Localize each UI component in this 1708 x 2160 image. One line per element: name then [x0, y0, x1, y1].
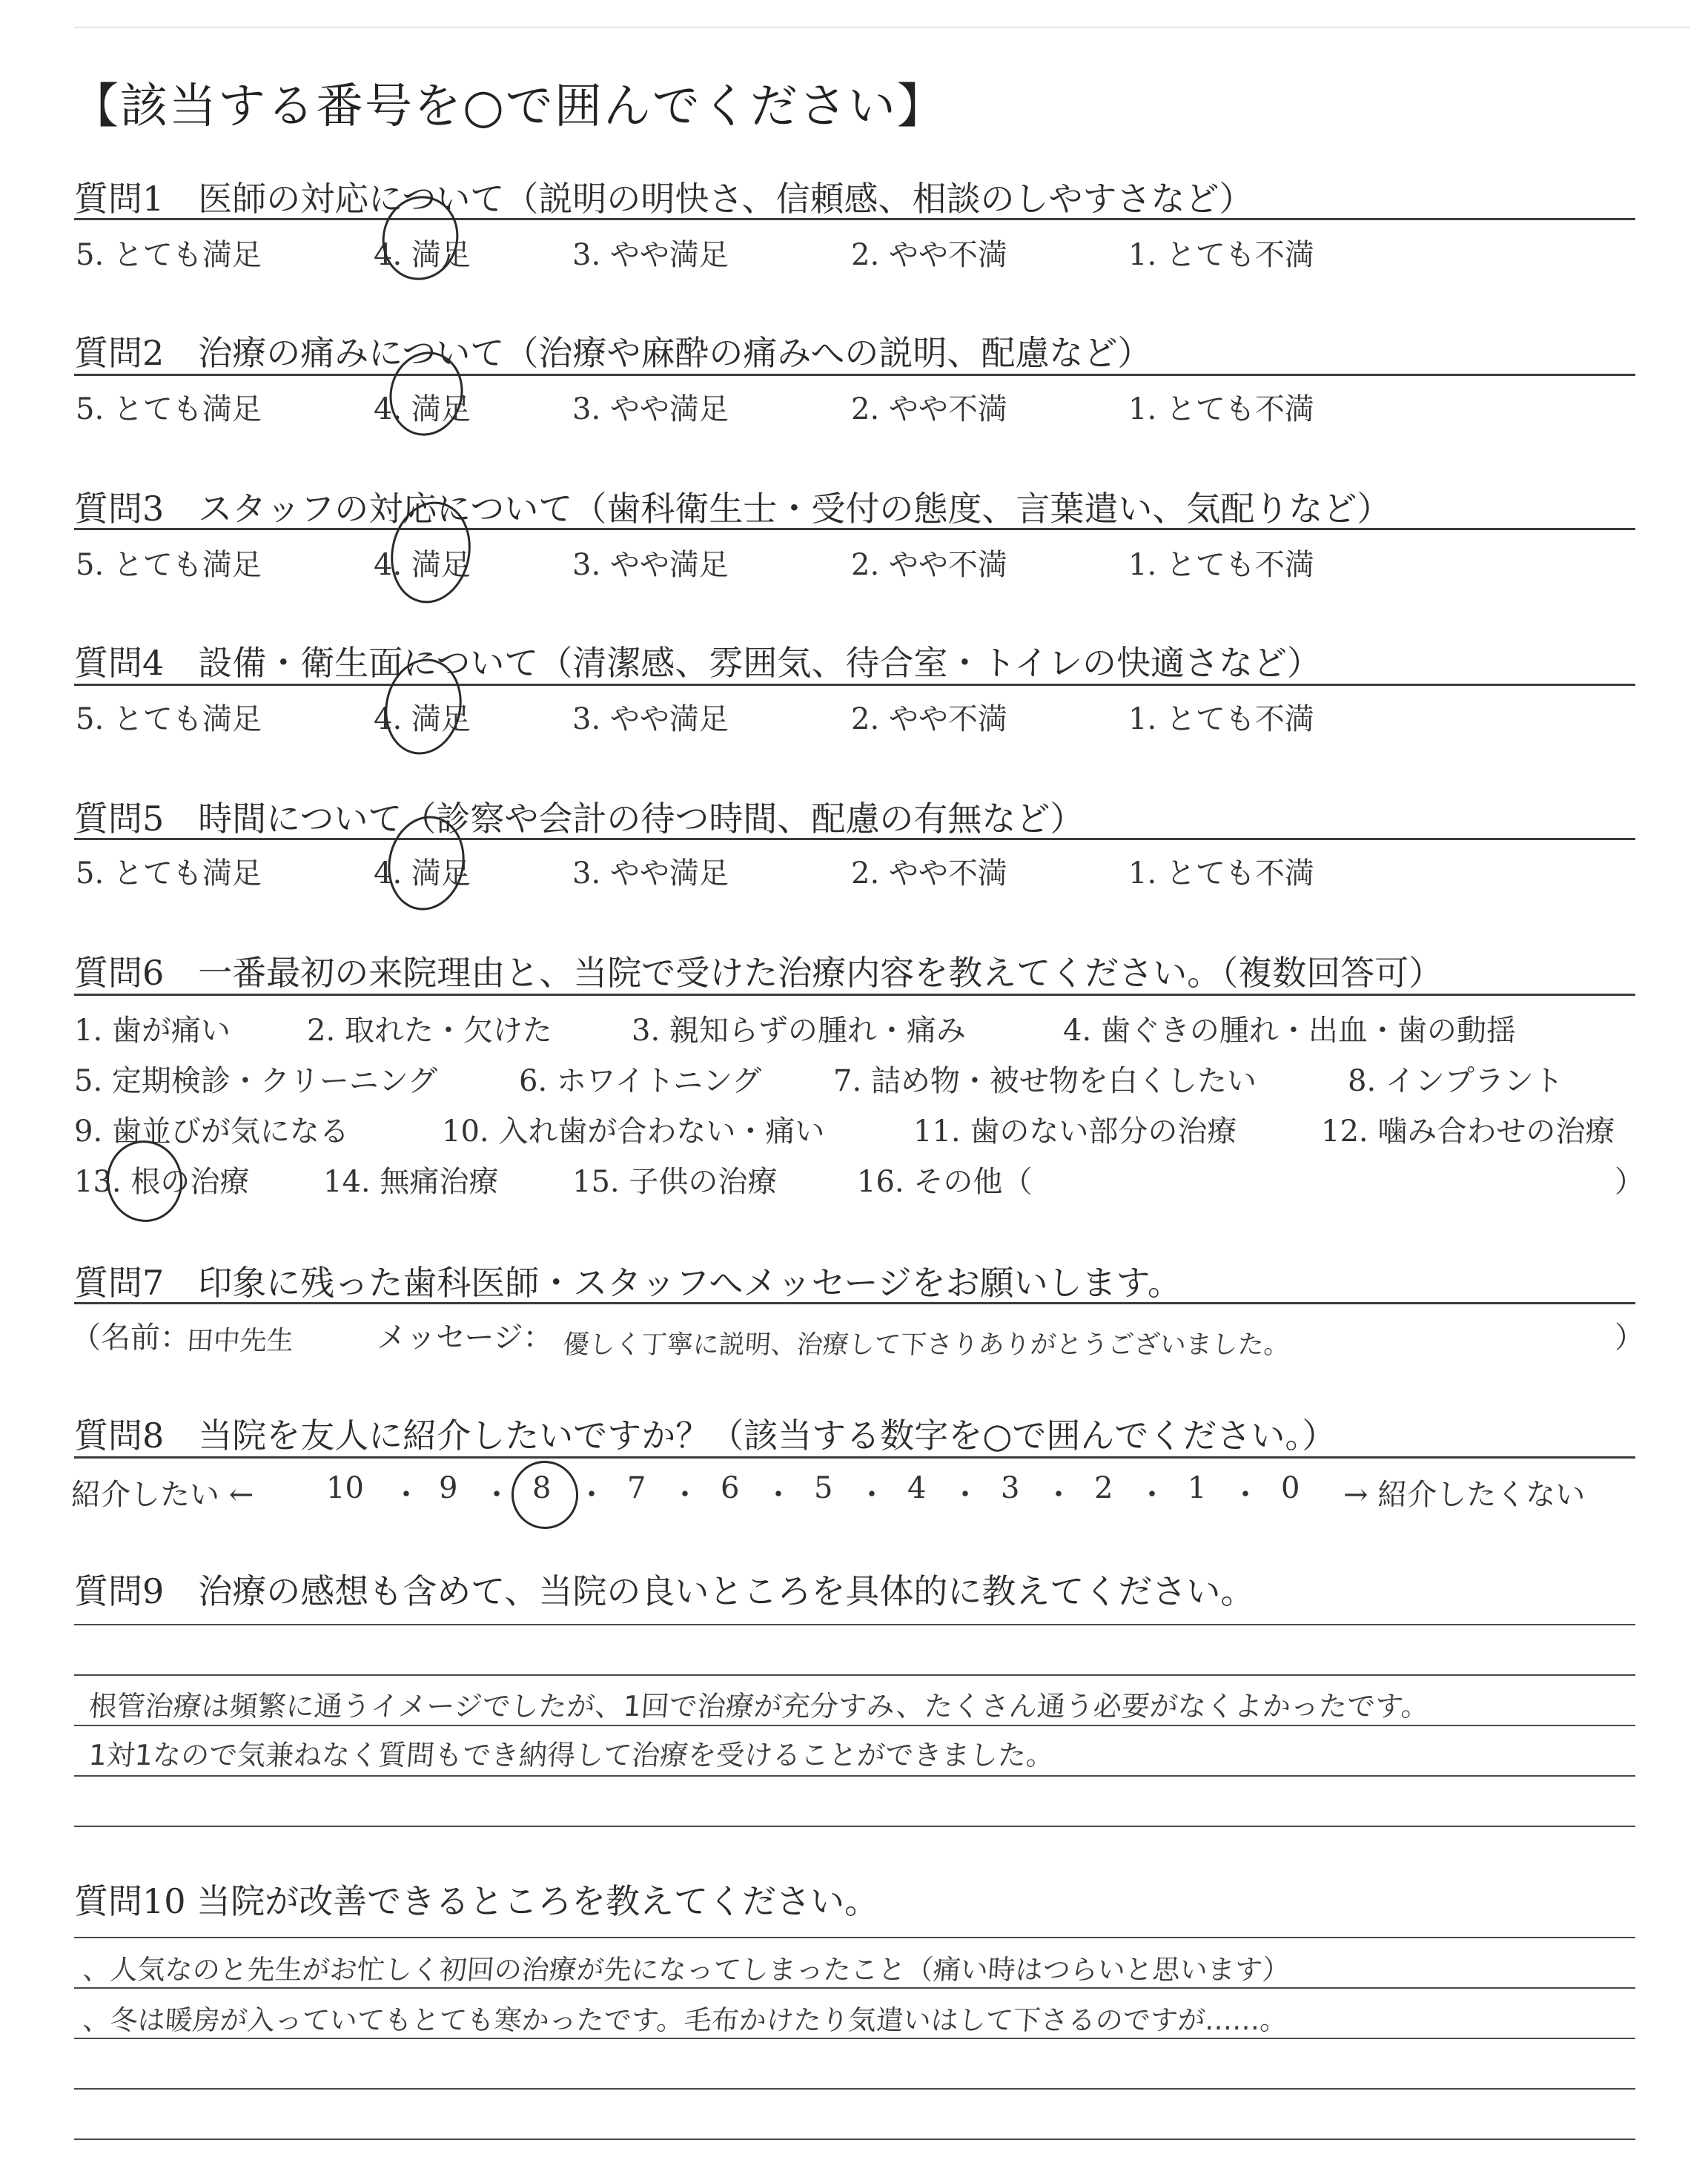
q2-option-3[interactable]: 3. やや満足 [572, 392, 729, 426]
scan-top-edge [74, 27, 1690, 28]
q6-option-8[interactable]: 8. インプラント [1348, 1064, 1563, 1098]
q1-option-5[interactable]: 5. とても満足 [76, 238, 262, 272]
q6-option-6[interactable]: 6. ホワイトニング [519, 1064, 762, 1098]
q8-scale-dot: ・ [482, 1478, 512, 1512]
q8-scale-8[interactable]: 8 [532, 1471, 552, 1505]
q4-option-5[interactable]: 5. とても満足 [76, 702, 262, 736]
q8-scale-dot: ・ [670, 1478, 700, 1512]
q10-answer-line [74, 2138, 1635, 2140]
q8-scale-dot: ・ [577, 1478, 606, 1512]
q6-option-3[interactable]: 3. 親知らずの腫れ・痛み [632, 1014, 966, 1048]
q2-option-5[interactable]: 5. とても満足 [76, 392, 262, 426]
question-8-rule [74, 1456, 1635, 1459]
question-1-title: 質問1 医師の対応について（説明の明快さ、信頼感、相談のしやすさなど） [74, 179, 1254, 219]
question-5-title: 質問5 時間について（診察や会計の待つ時間、配慮の有無など） [74, 799, 1085, 839]
question-6-rule [74, 994, 1635, 996]
q10-answer-line [74, 1987, 1635, 1989]
q1-option-2[interactable]: 2. やや不満 [851, 238, 1007, 272]
q4-option-1[interactable]: 1. とても不満 [1128, 702, 1314, 736]
q8-scale-dot: ・ [857, 1478, 887, 1512]
q8-scale-dot: ・ [950, 1478, 980, 1512]
q8-scale-dot: ・ [391, 1478, 421, 1512]
q8-scale-5[interactable]: 5 [814, 1471, 833, 1505]
q3-option-3[interactable]: 3. やや満足 [572, 548, 729, 582]
q8-scale-dot: ・ [1231, 1478, 1260, 1512]
q8-scale-4[interactable]: 4 [907, 1471, 927, 1505]
q6-option-5[interactable]: 5. 定期検診・クリーニング [74, 1064, 438, 1098]
q6-option-16[interactable]: 16. その他（ [857, 1165, 1033, 1199]
q9-answer-line [74, 1624, 1635, 1625]
q10-answer-line-1[interactable]: 、人気なのと先生がお忙しく初回の治療が先になってしまったこと（痛い時はつらいと思います） [82, 1954, 1291, 1986]
q3-option-2[interactable]: 2. やや不満 [851, 548, 1007, 582]
q8-scale-dot: ・ [1044, 1478, 1073, 1512]
q3-option-4[interactable]: 4. 満足 [374, 548, 471, 582]
q8-scale-9[interactable]: 9 [439, 1471, 458, 1505]
q9-answer-line [74, 1725, 1635, 1726]
q8-scale-10[interactable]: 10 [326, 1471, 364, 1505]
q8-scale-7[interactable]: 7 [627, 1471, 646, 1505]
q9-answer-line [74, 1674, 1635, 1676]
question-6-title: 質問6 一番最初の来院理由と、当院で受けた治療内容を教えてください。（複数回答可） [74, 953, 1443, 993]
q9-answer-line-2[interactable]: 1対1なので気兼ねなく質問もでき納得して治療を受けることができました。 [87, 1739, 1056, 1771]
q10-answer-line [74, 2038, 1635, 2039]
q7-name-value[interactable]: 田中先生 [185, 1326, 295, 1356]
question-7-rule [74, 1302, 1635, 1304]
q6-option-13[interactable]: 13. 根の治療 [74, 1165, 250, 1199]
q6-option-4[interactable]: 4. 歯ぐきの腫れ・出血・歯の動揺 [1063, 1014, 1516, 1048]
q1-option-4[interactable]: 4. 満足 [374, 238, 471, 272]
q8-scale-0[interactable]: 0 [1281, 1471, 1300, 1505]
q8-scale-dot: ・ [764, 1478, 793, 1512]
form-header: 【該当する番号を○で囲んでください】 [71, 79, 946, 134]
question-3-rule [74, 528, 1635, 530]
q6-option-11[interactable]: 11. 歯のない部分の治療 [913, 1114, 1237, 1149]
question-7-title: 質問7 印象に残った歯科医師・スタッフへメッセージをお願いします。 [74, 1263, 1182, 1303]
q7-name-label: （名前： [71, 1321, 190, 1355]
q8-left-label: 紹介したい ← [71, 1478, 254, 1512]
q6-option-12[interactable]: 12. 噛み合わせの治療 [1321, 1114, 1615, 1149]
q5-option-2[interactable]: 2. やや不満 [851, 856, 1007, 891]
question-2-rule [74, 374, 1635, 376]
q6-option-10[interactable]: 10. 入れ歯が合わない・痛い [442, 1114, 825, 1149]
question-10-title: 質問10 当院が改善できるところを教えてください。 [74, 1881, 879, 1921]
q8-scale-3[interactable]: 3 [1001, 1471, 1020, 1505]
question-4-rule [74, 684, 1635, 686]
q6-other-close-paren: ） [1615, 1165, 1644, 1199]
q5-option-1[interactable]: 1. とても不満 [1128, 856, 1314, 891]
q2-option-2[interactable]: 2. やや不満 [851, 392, 1007, 426]
q9-answer-line [74, 1826, 1635, 1827]
question-1-rule [74, 218, 1635, 220]
q9-answer-line [74, 1775, 1635, 1777]
q5-option-4[interactable]: 4. 満足 [374, 856, 471, 891]
question-5-rule [74, 838, 1635, 840]
q6-option-2[interactable]: 2. 取れた・欠けた [307, 1014, 552, 1048]
question-4-title: 質問4 設備・衛生面について（清潔感、雰囲気、待合室・トイレの快適さなど） [74, 643, 1322, 683]
q8-scale-2[interactable]: 2 [1094, 1471, 1113, 1505]
q3-option-5[interactable]: 5. とても満足 [76, 548, 262, 582]
q2-option-1[interactable]: 1. とても不満 [1128, 392, 1314, 426]
q10-answer-line-2[interactable]: 、冬は暖房が入っていてもとても寒かったです。毛布かけたり気遣いはして下さるのですが……。 [82, 2004, 1289, 2036]
q3-option-1[interactable]: 1. とても不満 [1128, 548, 1314, 582]
q4-option-2[interactable]: 2. やや不満 [851, 702, 1007, 736]
q1-option-1[interactable]: 1. とても不満 [1128, 238, 1314, 272]
q10-answer-line [74, 2088, 1635, 2090]
question-2-title: 質問2 治療の痛みについて（治療や麻酔の痛みへの説明、配慮など） [74, 333, 1152, 373]
q8-scale-6[interactable]: 6 [721, 1471, 740, 1505]
q1-option-3[interactable]: 3. やや満足 [572, 238, 729, 272]
q6-option-1[interactable]: 1. 歯が痛い [74, 1014, 231, 1048]
q2-option-4[interactable]: 4. 満足 [374, 392, 471, 426]
q8-scale-1[interactable]: 1 [1188, 1471, 1207, 1505]
q6-option-9[interactable]: 9. 歯並びが気になる [74, 1114, 349, 1149]
q6-option-15[interactable]: 15. 子供の治療 [572, 1165, 778, 1199]
q7-message-label: メッセージ： [377, 1321, 553, 1355]
q8-selection-circle [508, 1458, 581, 1533]
q8-scale-dot: ・ [1137, 1478, 1167, 1512]
q10-answer-line [74, 1937, 1635, 1938]
q9-answer-line-1[interactable]: 根管治療は頻繁に通うイメージでしたが、1回で治療が充分すみ、たくさん通う必要がなくよかったです。 [87, 1690, 1431, 1723]
q4-option-3[interactable]: 3. やや満足 [572, 702, 729, 736]
question-8-title: 質問8 当院を友人に紹介したいですか？（該当する数字を○で囲んでください。） [74, 1416, 1337, 1456]
question-9-title: 質問9 治療の感想も含めて、当院の良いところを具体的に教えてください。 [74, 1571, 1255, 1611]
q4-option-4[interactable]: 4. 満足 [374, 702, 471, 736]
question-3-title: 質問3 スタッフの対応について（歯科衛生士・受付の態度、言葉遣い、気配りなど） [74, 489, 1391, 529]
q5-option-3[interactable]: 3. やや満足 [572, 856, 729, 891]
q6-option-14[interactable]: 14. 無痛治療 [323, 1165, 499, 1199]
q8-right-label: → 紹介したくない [1343, 1478, 1586, 1512]
q7-close-paren: ） [1615, 1321, 1644, 1355]
q5-option-5[interactable]: 5. とても満足 [76, 856, 262, 891]
q6-option-7[interactable]: 7. 詰め物・被せ物を白くしたい [833, 1064, 1257, 1098]
q7-message-value[interactable]: 優しく丁寧に説明、治療して下さりありがとうございました。 [562, 1330, 1291, 1360]
